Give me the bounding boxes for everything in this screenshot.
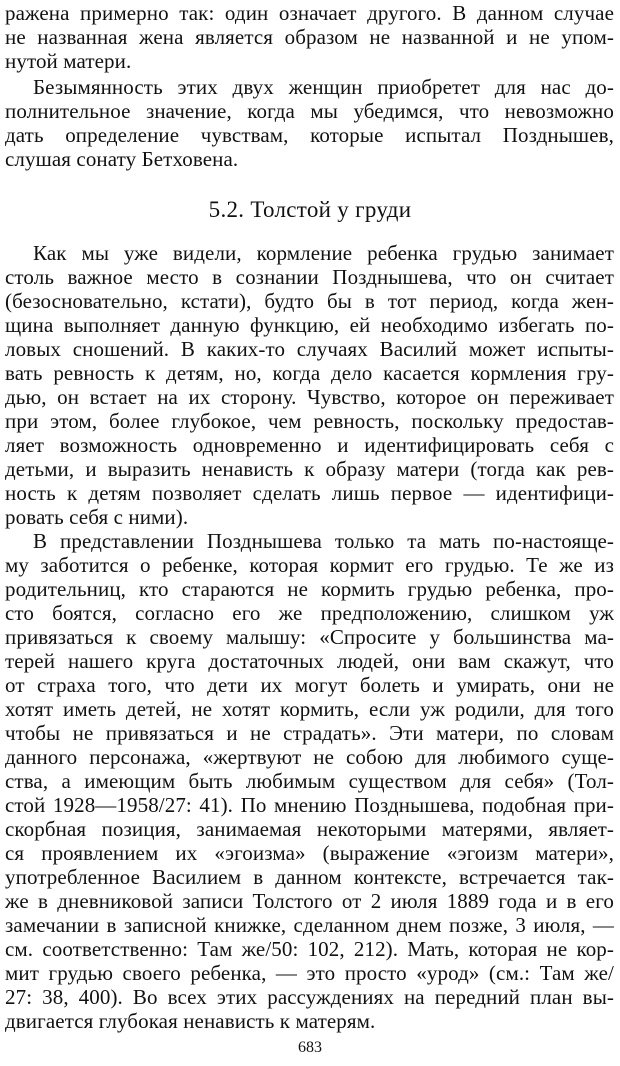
text-line: столь важное место в сознании Позднышева, что он считает xyxy=(5,265,614,289)
text-line: ность к детям позволяет сделать лишь первое — идентифици- xyxy=(5,481,614,505)
paragraph-breastfeeding xyxy=(5,241,614,529)
text-line: сто боятся, согласно его же предположению, слишком уж xyxy=(5,601,614,625)
text-line: Безымянность этих двух женщин приобретет для нас до- xyxy=(33,75,614,99)
text-line: детьми, и выразить ненависть к образу матери (тогда как рев- xyxy=(5,457,614,481)
text-line: ства, а имеющим быть любимым существом для себя» (Тол- xyxy=(5,769,614,793)
text-line: стой 1928—1958/27: 41). По мнению Позднышева, подобная при- xyxy=(5,793,614,817)
text-line: привязаться к своему малышу: «Спросите у большинства ма- xyxy=(5,625,614,649)
text-line: замечании в записной книжке, сделанном днем позже, 3 июля, — xyxy=(5,913,614,937)
paragraph-mother xyxy=(5,529,614,1033)
text-line: му заботится о ребенке, которая кормит его грудью. Те же из xyxy=(5,553,614,577)
text-line: ловых сношений. В каких-то случаях Василий может испыты- xyxy=(5,337,614,361)
text-line: скорбная позиция, занимаемая некоторыми матерями, являет- xyxy=(5,817,614,841)
text-line: двигается глубокая ненависть к матерям. xyxy=(5,1009,376,1033)
text-line: родительниц, кто стараются не кормить грудью ребенка, про- xyxy=(5,577,614,601)
text-line: хотят иметь детей, не хотят кормить, если уж родили, для того xyxy=(5,697,614,721)
text-line: ражена примерно так: один означает другого. В данном случае xyxy=(5,1,614,25)
text-line: не названная жена является образом не названной и не упом- xyxy=(5,25,614,49)
text-line: 27: 38, 400). Во всех этих рассуждениях на передний план вы- xyxy=(5,985,614,1009)
text-line: В представлении Позднышева только та мать по-настояще- xyxy=(33,529,614,553)
text-line: дать определение чувствам, которые испытал Позднышев, xyxy=(5,123,614,147)
paragraph-continuation xyxy=(5,1,614,73)
text-line: ся проявлением их «эгоизма» (выражение «эгоизм матери», xyxy=(5,841,614,865)
text-line: данного персонажа, «жертвуют не собою для любимого суще- xyxy=(5,745,614,769)
paragraph-namelessness xyxy=(5,75,614,171)
text-line: см. соответственно: Там же/50: 102, 212). Мать, которая не кор- xyxy=(5,937,614,961)
text-line: терей нашего круга достаточных людей, они вам скажут, что xyxy=(5,649,614,673)
page-number: 683 xyxy=(298,1039,322,1056)
text-line: употребленное Василием в данном контексте, встречается так- xyxy=(5,865,614,889)
text-line: чтобы не привязаться и не страдать». Эти матери, по словам xyxy=(5,721,614,745)
text-line: вать ревность к детям, но, когда дело касается кормления гру- xyxy=(5,361,614,385)
text-line: слушая сонату Бетховена. xyxy=(5,147,239,171)
text-line: ляет возможность одновременно и идентифицировать себя с xyxy=(5,433,614,457)
text-line: Как мы уже видели, кормление ребенка грудью занимает xyxy=(33,241,614,265)
text-line: (безосновательно, кстати), будто бы в тот период, когда жен- xyxy=(5,289,614,313)
section-heading: 5.2. Толстой у груди xyxy=(208,197,412,222)
text-line: мит грудью своего ребенка, — это просто «урод» (см.: Там же/ xyxy=(5,961,614,985)
text-line: при этом, более глубокое, чем ревность, поскольку предостав- xyxy=(5,409,614,433)
text-line: от страха того, что дети их могут болеть и умирать, они не xyxy=(5,673,614,697)
text-line: щина выполняет данную функцию, ей необходимо избегать по- xyxy=(5,313,614,337)
text-line: ровать себя с ними). xyxy=(5,505,189,529)
text-line: же в дневниковой записи Толстого от 2 июля 1889 года и в его xyxy=(5,889,614,913)
text-line: дью, он встает на их сторону. Чувство, которое он переживает xyxy=(5,385,614,409)
text-line: нутой матери. xyxy=(5,49,132,73)
text-line: полнительное значение, когда мы убедимся, что невозможно xyxy=(5,99,614,123)
